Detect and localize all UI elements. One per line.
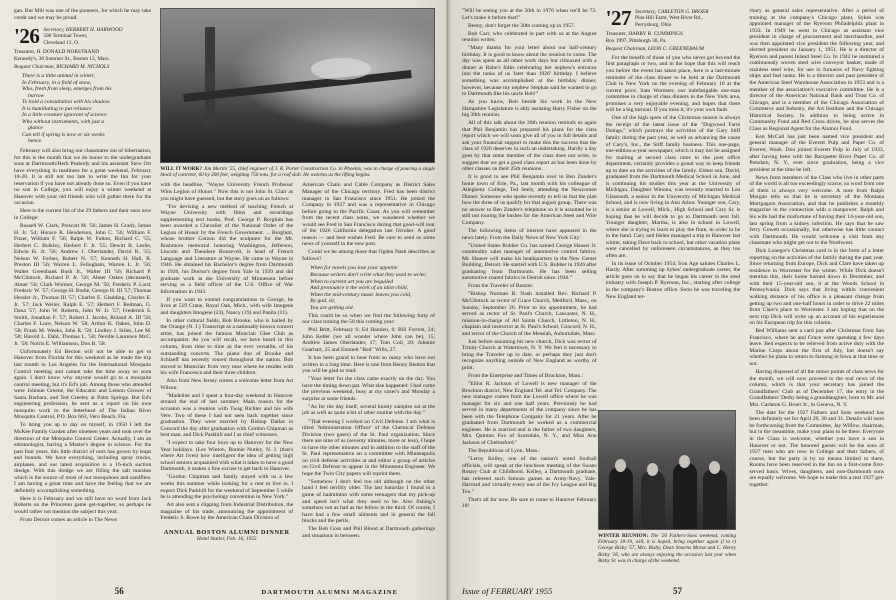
bequest-line: Bequest Chairman, LEON C. GREENEBAUM — [605, 45, 704, 52]
photo-face — [709, 461, 720, 474]
class-1926-header — [14, 24, 151, 49]
poem-line: Can tell if spring is now or six weeks — [22, 131, 105, 138]
paragraph: The following items of interest have appeared in the news lately. From the Daily News of New York City: — [462, 228, 597, 241]
poem — [14, 73, 151, 145]
paragraph: Bed Williams sent a card just after Christmas from San Francisco, where he and Grace were spending a few days leave. Bed expects to be relieved from active duty with the Marine Corps about the first of July, but doesn't say whether he plans to return to farming in Iowa at that time or not. — [749, 328, 885, 367]
paragraph: "United States Rubber Co. has named George Hauser Jr. commodity sales manager of automotive control fabrics. Mr. Hauser will make his headquarters in the New Center Building, Detroit. He started with U.S. Rubber in 1926 after graduating from Dartmouth. He has been selling automotive coated fabrics in Detroit since 1936." — [462, 242, 597, 282]
paragraph: If you want to extend congratulations to George, he lives at 519 Crane, Royal Oak, Mich., with wife Imogene and daughters Imogene (23), Nancy (19) and Panila (11). — [160, 296, 294, 316]
paragraph: This could be so when we find the following forty of our class turning the 50 this coming year: — [302, 312, 435, 326]
paragraph: "Somehow I don't feel too old although on the other hand I feel terribly older. The last Saturday I found in a game of badminton with some teenagers that my pick-up and speed isn't what they used to be. Also fishing's somehow not as bad as the fellow in the third. Of course, I have had a few small ailments and in general the fall blocks and the perils. — [302, 478, 435, 525]
poem-line: glance — [28, 125, 43, 132]
address-line-2: Perrysburg, Ohio — [635, 21, 672, 28]
paragraph: Benny, don't forget the 30th coming up in 1957. — [468, 22, 576, 29]
paragraph: Here is the current list of the 29 fathers and their sons now in College: — [14, 208, 152, 221]
right-footer — [462, 586, 884, 596]
col-intro-text: gan. But Milt was one of the pioneers, for which he may take credit and we may be proud. — [14, 8, 152, 21]
photo-face — [647, 463, 658, 476]
address-line-1: 500 Terminal Tower, — [43, 33, 88, 40]
right-column-1 — [462, 8, 597, 570]
paragraph: "That evening I worked on Civil Defense. I am what is titled 'Administration Officer' of the Chemical Defense Division (two gases) of the St. Paul organization. Since there are nine of us (seventy minutes, more or less), I hope to have the other minutes and in addition to the staff of the St. Paul representative on a committee with Minneapolis on civil defense activities at and editor a group of articles on Civil Defense to appear in the Minnesota Engineer. We hope the Twin City papers will reprint them. — [302, 418, 435, 477]
photo-figure — [673, 463, 697, 529]
paragraph: Could we be among those that Ogden Nash describes as follows? — [302, 249, 435, 262]
paragraph: Also from New Jersey comes a welcome letter from Art Wilson: — [160, 378, 294, 391]
poem-line: To hold a consultation with his shadow. — [22, 99, 111, 106]
reunion-photo — [598, 410, 736, 530]
page-number-right: 57 — [673, 586, 682, 596]
right-column-3 — [749, 8, 884, 570]
paragraph: One of the high spots of the Christmas season is always the receipt of the latest issue of the "Dogwood Farm Doings," which portrays the activities of the Gary Stiff family during the past year, as well as advancing the cause of Cary's, Inc., the Stiff family business. This one-page, one-edition-a-year newspaper, which it may not be assigned for mailing at second class rates to the post office department, certainly provides a grand way to keep friends up to date on the activities of the family. Eldest son, David, graduated from the Dartmouth Medical School in June, and is continuing his studies this year at the University of Michigan. Daughter Winona, was recently married to Lou Glassnodt, a senior in the University of Michigan Medical School, and is now living in Ann Arbor. Younger son, Cary, is a senior at Lowell, Mich., High School and Cary Sr. is hoping that he will decide to go to Dartmouth next fall. Younger daughter, Martha, is also in school in Lowell, where she is trying to learn to play the flute, in order to be in the band. Cary and Helen managed a trip to Hanover last winter, taking Dave back to school, but other vacation plans were cancelled by unforeseen circumstances, as they too often are. — [605, 115, 741, 259]
paragraph: Just before assuming his new church, Dick was rector of Trinity Church at Watertown, N. Y. We feel it necessary to bring the Traveler up to date, or perhaps they just don't recognize anything outside of New England as worthy of print. — [462, 338, 597, 371]
paragraph: From Detroit comes an article in The News — [20, 517, 117, 524]
paragraph: Having disposed of all the minor points of class news for the month, we will now proceed to the real news of the column, which is that your secretary has joined the Grandfathers' Club as of December 17, the entry in the Grandfathers' Derby being a granddaughter, born to Mr. and Mrs. Carleton G. Broer Jr., in Geneva, N. Y. — [749, 369, 885, 408]
nash-poem: When for novels you lose your appetite Because writers don't write what they used to write; When to current art you are beguiled And pronounce it the work of an idiot child, When the mid-century music leaves you cold, By gad, sir, You are getting old. — [310, 265, 427, 311]
poem-line: burrow — [28, 92, 45, 99]
paragraph: From the Traveler of Boston: — [468, 283, 534, 290]
address-line-1: Pine Hill Farm, West River Rd., — [635, 15, 703, 22]
paragraph: "Leroy Kelley, one of the nation's noted football officials, will speak at the luncheon meeting of the Swans Rotary Club at Childhood. Kelley, a Dartmouth graduate, has refereed such famous games as Army-Navy, Yale-Harvard and virtually every one of the Ivy League and Big Ten." — [462, 456, 597, 495]
paragraph: The date for the 1927 Fathers and Sons weekend has been definitely set for April 29, 30 and 31. Details will soon be forthcoming from the Committee, Jay Willow, chairman, but in the meantime, make your plans to be there. Everyone in the Class is welcome, whether you have a son in Hanover or not. The honored guests will be the sons of 1927 men who are now in College and their fathers, of course, but the party is by no means limited to them. Rooms have been reserved in the Inn on a first-come first-served basis. Wives, daughters, and non-Dartmouth sons are equally welcome. We hope to make this a real 1927 get-together. — [749, 409, 885, 488]
photo-caption-text: Jim Martin '25, chief engineer of J. R. Porter Construction Co. in Phoenix, was in charge of pouring a single block of concrete, 60 by 200 feet, weighing 750 tons, for a roof slab. He watches as the lifting begins. — [160, 166, 435, 179]
paragraph: Russell W. Clark, Prescott M. '56; James H. Grady, James H. Jr. '54; Horace R. Henderson, John C. '56; William F. Fitzer, William F. '56; Ralph W. Fulton, Richard C. '55; Herbert C. Bulkley, Herbert F. Jr. '55; Dewitt B. Leslie, Edwin H. Jr. '56; Andrew J. Oberlander, David R. '55; Nelson W. Forbes, Robert N. '57; Kenneth H. Hall, R. Preston III '56; Warren L. Felingham, Warren L. Jr. '56; Walter Greenbank Bush Jr., Walter III '56; Richard P. McClintock, Richard P. Jr. '56; Abner Oakes (deceased), Abner '56; Clark Wormer, George M. '56; Frederic P. Lord, Frederic W. '57; George H. Bodie, George H. III '57; Thomas Hessler Jr., Thomas III '57; Charles E. Gladding, Charles E. Jr. '57; Jack Weiler, Ralph E. '57; Herbert F. Redman, G. Dana '57; John W. Roberts, John W. Jr. '57; Frederick S. Smith, Jonathan F. '57; Robert J. Jacobs, Roland A. III '58; Charles F. Luce, Nelson W. '58; Arthur K. Oakes, John D. '58; Frank M. Weeks, John R. '58; Lindley J. Stiles, Lee M. '58; Harold L. Dahl, Thomas L. '58; Neville Laurence McC. Jr. '58; Norris E. Williamson, Don B. '58. — [14, 223, 152, 347]
paragraph: "Gordon Chipman and family stayed with us a few weeks this summer while looking for a rent to live in. I expect Dick Parkhill for the weekend of September 5 while he is attending the psychology convention in New York." — [160, 474, 294, 501]
construction-photo — [160, 8, 435, 163]
treasurer-line: Treasurer, H. DONALD NORSTRAND — [14, 49, 100, 56]
left-column-2 — [160, 182, 293, 570]
paragraph: "Your letter for the class came exactly on the day. You have the timing down pat. What else happened: I had come the previous weekend, busy at my sister's and Monday a surprise at some friends. — [302, 376, 435, 402]
left-lower-columns — [160, 182, 435, 570]
paragraph: "Elliot R. Jackson of Lowell is new manager of the Brockton district, New England Tel. and Tel. Company. The new manager comes from the Lowell office where he was manager for six and one half years. Previously he had served in many departments of the company since he has been with the Telephone Company for 21 years. After he graduated from Dartmouth he worked as a commercial engineer. He is married and is the father of two daughters, Mrs. Quinton Fox of Scarsdale, N. Y., and Miss Ann Jackson of Chelmsford." — [462, 381, 597, 446]
photo-figure — [641, 471, 665, 529]
class-1927-info — [635, 8, 708, 28]
poem-line: In a little creature ignorant of science — [22, 112, 107, 119]
photo-figure — [609, 467, 633, 529]
magazine-title: DARTMOUTH ALUMNI MAGAZINE — [261, 589, 398, 596]
paragraph: The Bob Goss and Phil Blood at Dartmouth gatherings and situations in between. — [302, 526, 435, 539]
right-page — [448, 0, 896, 600]
paragraph: Bob Carr, who celebrated in part with us at the August reunion writes: — [462, 30, 597, 44]
paragraph: As you know, Bob beside his work in the New Hampshire Legislature is ably assisting Harry Fisher on the big 30th reunion. — [462, 99, 597, 119]
paragraph: ritory as general sales representative. After a period of training at the company's Chicago plant, Sykes was appointed manager of the Ryerson Philadelphia plant in 1933. In 1949 he went to Chicago as assistant vice president in charge of procurement and merchandise, and was then appointed vice president the following year, and elected president on January 1, 1951. He is a director of Ryerson and parent Inland Steel Co. In 1942 he instituted a continuously woven steel wire conveyor basket, made of stainless steel wire, for use in furnaces of Navy fighting ships and fuel tanks. He is a director and past president of the American Steel Warehouse Association in 1953 and is a member of the association's executive committee. He is a director of the American National Bank and Trust Co. of Chicago, and is a member of the Chicago Association of Commerce and Industry, the Art Institute and the Chicago Historical Society. In addition to being active in Community Fund and Red Cross drives, he also serves the Class as Regional Agent for the Alumni Fund. — [749, 8, 885, 132]
paragraph: "Will be seeing you at the 50th in 1976 when we'll be 72. Let's make it before that!" — [462, 8, 597, 21]
poem-line: Who, fresh from sleep, emerges from his — [22, 86, 112, 93]
paragraph: "Madeline and I spent a four-day weekend in Hanover around the end of last summer. Main reason for the occasion was a reunion with Twag Richter and his wife Vere. Two of these I had not seen back together since graduation. They were married by Bishop Dallas in Concord the day after graduation with Gordon Chipman as best man, and Dick Parkhill and I as chief witnesses. — [160, 392, 294, 439]
issue-date: Issue of FEBRUARY 1955 — [462, 586, 553, 596]
gutter-shadow — [446, 0, 450, 600]
paragraph: American Chain and Cable Company as District Sales Manager of the Chicago territory. Fred has been district manager in San Francisco since 1951. He joined the Company in 1927 and was a representative in Chicago before going to the Pacific Coast. As you will remember from the recent class notes, we wondered whether we would see Fred in San Francisco during that good-will tour of the 1926 California delegation last October. A good reason — and best wishes Fred. Be sure to send us some news of yourself in the new post. — [302, 182, 435, 248]
reunion-caption-text: The '26 Fathers-Sons weekend, coming February 18-19, will, it is hoped, bring together again (l to r) George Bixby '57, Mrs. Bixby, Dean Stearns Morse and C. Henry Bixby '26, who are always enjoying the occasion last year when Bixby Sr. was in charge of the weekend. — [598, 533, 736, 564]
paragraph: "As for the day itself, several knotty samples sat at the job as well as quite a bit of other routine with the day." — [302, 403, 435, 417]
bequest-line: Bequest Chairman, RICHARD M. NICHOLS — [14, 63, 110, 70]
secretary-line: Secretary, CARLETON G. BROER — [635, 9, 709, 15]
reunion-photo-caption — [598, 533, 736, 564]
address-line-2: Cleveland 13, O. — [43, 39, 80, 46]
paragraph: In other cultural fields, Bob Brooke, who is hailed by the Orange (N. J.) Transcript as a nationally known concert artist, has joined the famous Monclair Glee Club as accompanist. As you will recall, we have heard in this column, from time to time as the ever versatile, of his outstanding concerts. The piano duo of Brooke and Schlaeff has recently toured throughout the nation. Bob moved to Montclair from very near where he resides with his wife Francesca and their three children. — [160, 317, 294, 377]
paragraph: Ken McCall has just been named vice president and general manager of the Everett Pulp and Paper Co. of Everett, Wash. Don joined Everett Pulp in July of 1933, after having been with the Racquette River Paper Co. of Potsdam, N. Y., ever since graduation, being a vice president at the time he left. — [749, 133, 885, 173]
page-number-left: 56 — [114, 586, 124, 596]
paragraph: Art also sent a clipping from Industrial Distribution, the magazine of his trade, announcing the appointment of Frederic S. Rowe by the American Chain Division of — [160, 502, 294, 522]
paragraph: "Bishop Norman B. Nash installed Rev. Richard P. McClintock as rector of Grace Church, Medford, Mass., on Sunday, September 26. Prior to his appointment, he had served as rector of St. Paul's Church, Lancaster, N. H., mission-in-charge of All Saints Church, Littleton, N. H., chaplain and instructor at St. Paul's School, Concord, N. H., and rector of the Church of the Messiah, Auburndale, Mass. — [462, 291, 597, 337]
paragraph: Here it is February and we still have no word from Jack Roberts on the Princeton game get-together, so perhaps he would rather not mention the subject this year. — [14, 495, 152, 516]
paragraph: Dick Lonegre's Christmas card is in the form of a letter reporting on the activities of the family during the past year. Since returning from Europe, Dick and Clare have taken up residence in Worcester for the winter. While Dick doesn't mention this, their home burned down in December, and with their 15-year-old son, it at the Woods School in Pennsylvania. Dick says that living within convenient walking distance of his office is a pleasant change from getting up two and one-half hours in order to drive 22 miles from Clare's place to Worcester. I am hoping that on the next trip Dick will write up an account of his experiences on his European trip for this column. — [749, 248, 885, 327]
poem-line: Who without instruments, with just a — [22, 118, 105, 125]
paragraph: "Many thanks for your letter about our half-century birthday. It is good to know about the reunion to come. The day was spent as all other work days but climaxed with a dinner at Rube's folks celebrating her nephew's entrance into the ranks of us 'later than 1926' birthday. I believe something was accomplished at the birthday dinner, however, because my nephew Stephan said he wanted to go to Dartmouth like his uncle Bob!" — [462, 45, 597, 98]
photo-caption-lead: WILL IT WORK? — [160, 166, 203, 172]
left-columns-2-3 — [160, 8, 435, 570]
paragraph: To bring you up to day on myself, in 1950 I left the McKee Family Garden after nineteen years and took over the direction of the Mosquito Control Center. Actually, I am an entomologist, having a Master's degree in science. For the past four years, this little district of ours has grown by leaps and bounds. We have everything, including spray trucks, airplanes, and our latest acquisition is a 16-inch suction dredge. With this dredge we are filling the salt marshes which is the source of most of our mosquitoes and sandflies. I am having a great time and have the feeling that we are definitely accomplishing something. — [14, 422, 152, 494]
photo-highlight — [311, 58, 371, 80]
left-footer — [14, 586, 435, 596]
paragraph: News from members of the Class who live in other parts of the world is all too exceedingly scarce, so word from one of them is always very welcome. A note from Ralph Morgan tells us that he is secretary of the Montana Mortgagors Association, and that he publishes a monthly magazine in the connection with a manpower. Ralph and his wife had the misfortune of having their 14-year-old son, last spring from a kidney infection. He says that he saw Jerry Gowett occasionally, but otherwise has little contact with Dartmouth. He would welcome a visit from any classmate who might get out to the Northwest. — [749, 174, 885, 247]
treasurer-address: Box 1997, Pittsburgh 30, Pa. — [605, 38, 667, 45]
photo-face — [615, 459, 626, 472]
paragraph: It is good to see Phil Benjamin over in Ben Zander's home town of Erie, Pa., last month with his colleague of Allegheny College, Ted Seely, attending the Newcomen Dinner. Someone who spoke recently to tell us that the plan how the three of us qualify for that august group. There was no answer to Ben Zander's telephone so it is assumed he is still not touring the bushes for the American Steel and Wire Company. — [462, 174, 597, 226]
paragraph: From the Enterprise and Times of Brockton, Mass.: — [468, 372, 584, 379]
secretary-line: Secretary, HERBERT H. HARWOOD — [43, 27, 123, 34]
reunion-photo-block — [598, 408, 736, 568]
photo-caption — [160, 166, 435, 178]
paragraph: In its issue of October 1954, Iron Age salutes Charles L. Hardy. After summing up Sykes' undergraduate career, the article goes on to say that he began his career in the steel industry with Joseph P. Ryerson, Inc., starting after college in the company's Boston office. Soon he was traveling the New England ter- — [605, 260, 741, 300]
paragraph: All of this talk about the 30th reunion reminds us again that Phil Benjamin has prepared his plans for the class report which we will soon give all of you in full details and ask your financial support to make this the success that the class of 1926 deserves in such an undertaking. Hardly a day goes by that some member of the class does not write, to suggest that we get a good class report as has been done by other classes on their 25th reunions. — [462, 120, 597, 173]
left-column-1 — [14, 8, 151, 570]
paragraph: Phil Britt, February 6; Ed Hamlen, 6; Bill Forrest, 24; John Ketler (we all wonder where John can be), 15; Andrew James Oberlander, 17; Tom Coil, 20; Johnnie Gearhart, 25 and Emmett "Red" Wills, 27. — [302, 327, 435, 354]
poem-line: It is humiliating to put reliance — [22, 105, 92, 112]
paragraph: Unfortunately Ed Becton will not be able to get to Hanover from Florida for this weekend as he made the trip last month to Los Angeles for the International Mosquito Control meeting and cannot take the time away so soon again. I don't know why anyone would go to a mosquito control meeting, but it's Ed's job. Among those who attended were Johnnie Greene, the Educator and Lemon Grower of Santa Barbara, and Ted Greeley at Palm Springs. But Ed's engineering profession, he sent us a report on his own mosquito work to the letterhead of The Indian River Mosquito Control, P.O. Box 663, Vero Beach, Fla. — [14, 348, 152, 421]
photo-beam — [183, 70, 412, 102]
dinner-subheadline: Hotel Statler, Feb. 16, 1955 — [196, 536, 257, 543]
class-1927-header — [606, 8, 741, 28]
paragraph: "I expect to take four boys up to Hanover for the New Year holidays. (Les Winton, Ronnie Nutley, N. J. (that's where Art lives) how intelligent the idea of getting high school seniors acquainted with what it takes to have a good Dartmouth, it makes a fine excuse to get back to Hanover. — [160, 440, 294, 473]
photo-face — [679, 455, 690, 468]
treasurer-line: Treasurer, HARRY R. CUMMINGS — [605, 31, 683, 37]
class-year-1927: '27 — [605, 8, 632, 30]
dinner-headline: ANNUAL BOSTON ALUMNI DINNER — [163, 528, 290, 536]
paragraph: February will also bring our classmates out of hibernation, for this is the month that we do honor to the undergraduate sons at Dartmouth/Herb Peabody and his assistant Stew Orr have everything in readiness for a great weekend, February 18-20. It is still not too late to write the Inn for your reservation if you have not already done so. Even if you have no son in College, you will enjoy a winter weekend at Hanover with your old friends who will gather there for the occasion. — [14, 148, 152, 207]
poem-line: In February, in a field of snow, — [22, 79, 92, 86]
photo-figure — [703, 469, 727, 529]
paragraph: "For devising a new method of teaching French at Wayne University with films and recordings supplementing text books, Prof. George P. Borglum has been awarded a Chevalier of the National Order of the Legion of Honor by the French Government. ... Borglum, whose brother Gutzon did the sculpture for the Mt. Rushmore memorial honoring Washington, Jefferson, Lincoln and Theodore Roosevelt, is head of French Language and Literature at Wayne. He came to Wayne in 1946. He obtained his Bachelor's degree from Dartmouth in 1926, his Doctor's degree from Yale in 1939 and did graduate work at the University of Minnesota before serving as a field officer of the U.S. Office of War Information in 1943. — [160, 203, 294, 295]
paragraph: For the benefit of those of you who never got beyond the first paragraph or two, and in the hope that this will reach you before the event has taken place, here is a last-minute reminder of the class dinner to be held at the Dartmouth Club in New York on the evening of February 10 at the current price. Sam Wormser, our indefatigable one-man committee in charge of class dinners in the New York area, promises a very enjoyable evening, and hopes that there will be a big turnout. If you miss it, it's your own fault. — [605, 54, 741, 114]
poem-line: hence. — [28, 138, 43, 145]
paragraph: The Republican of Lynn, Mass.: — [468, 448, 541, 454]
poem-line: There is a little animal in winter, — [22, 72, 95, 79]
paragraph: It has been grand to hear from so many who have not written in a long time. Here is one from Benny Benton that you will be glad to read: — [302, 355, 435, 375]
class-1926-info — [43, 26, 122, 46]
photo-tower — [205, 27, 215, 126]
left-column-3 — [302, 182, 435, 570]
reunion-caption-lead: WINTER REUNION: — [598, 533, 649, 539]
paragraph: with the headline, "Wayne University French Professor Wins Legion of Honor." Now this is not John St. Clair as you might have guessed, but the story goes on as follows: — [160, 182, 294, 202]
class-year-1926: '26 — [14, 24, 40, 49]
paragraph: That's all for now. Be sure to come to Hanover February 18! — [462, 496, 597, 510]
treasurer-address: Kennedy's, 30 Summer St., Boston 12, Mass. — [14, 56, 110, 63]
